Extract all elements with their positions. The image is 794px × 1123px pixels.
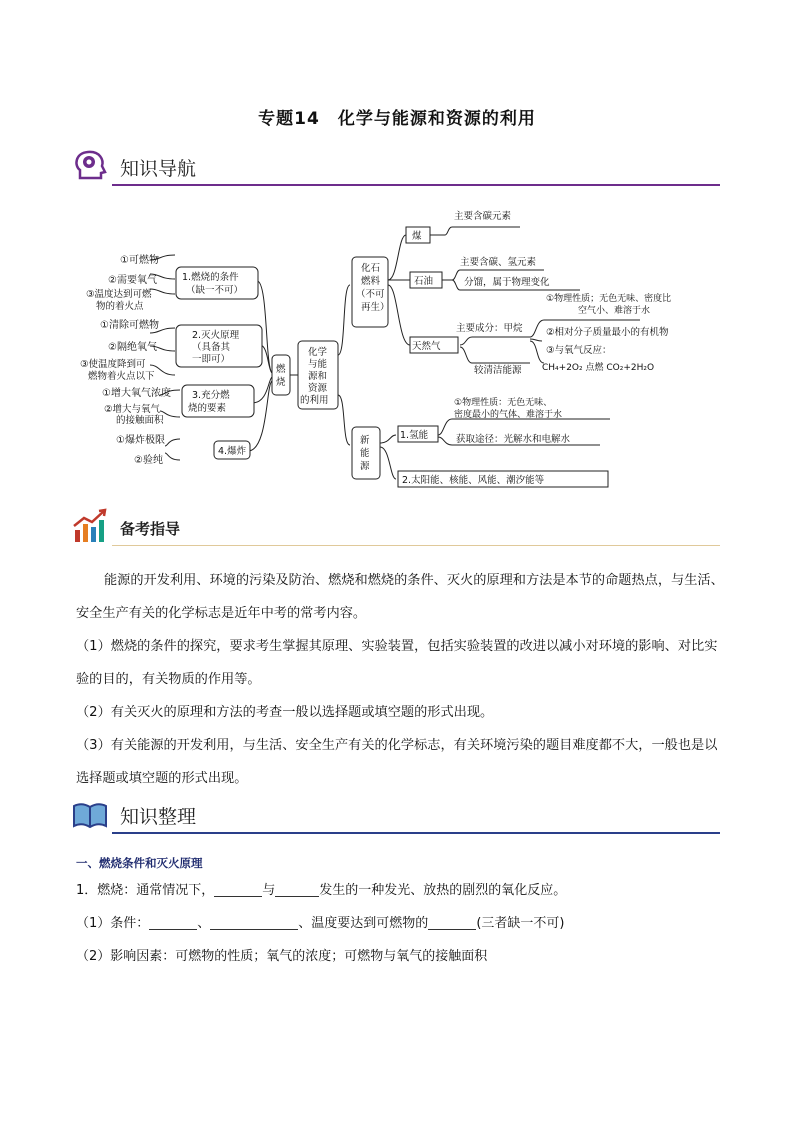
b2-item-1: ①清除可燃物 (100, 320, 159, 331)
oil-label: 石油 (414, 276, 434, 287)
guide-paragraph-4: （3）有关能源的开发利用，与生活、安全生产有关的化学标志，有关环境污染的题目难度都不大，一般也是以选择题或填空题的形式出现。 (76, 738, 718, 786)
new-energy-char-1: 新 (360, 435, 370, 446)
center-line2: 与能 (308, 359, 328, 370)
b3-item-1: ①增大氧气浓度 (102, 388, 171, 399)
open-book-icon (72, 796, 108, 832)
notes-line-3: （2）影响因素：可燃物的性质；氧气的浓度；可燃物与氧气的接触面积 (76, 949, 488, 964)
section-rule (112, 184, 720, 186)
oil-note-2: 分馏，属于物理变化 (464, 277, 550, 288)
notes-line-2 (76, 907, 726, 940)
fossil-line1: 化石 (361, 263, 381, 274)
fill-blank[interactable] (214, 882, 262, 897)
b3-item-2-line2: 的接触面积 (116, 415, 164, 426)
b1-item-3-line1: ③温度达到可燃 (86, 289, 152, 300)
fill-blank[interactable] (210, 915, 298, 930)
other-energy: 2.太阳能、核能、风能、潮汐能等 (402, 475, 545, 486)
b1-item-1: ①可燃物 (120, 255, 159, 266)
guide-paragraph-3: （2）有关灭火的原理和方法的考查一般以选择题或填空题的形式出现。 (76, 705, 494, 720)
section-rule (112, 832, 720, 834)
b2-item-3-line1: ③使温度降到可 (80, 359, 146, 370)
fill-blank[interactable] (149, 915, 197, 930)
notes-line-1-c: 发生的一种发光、放热的剧烈的氧化反应。 (319, 883, 567, 898)
section-rule (112, 545, 720, 546)
fill-blank[interactable] (275, 882, 319, 897)
notes-line-1 (76, 874, 726, 907)
guide-paragraph-1: 能源的开发利用、环境的污染及防治、燃烧和燃烧的条件、灭火的原理和方法是本节的命题热点，与生活、安全生产有关的化学标志是近年中考的常考内容。 (76, 573, 724, 621)
gas-label: 天然气 (412, 341, 441, 352)
guide-paragraph-2: （1）燃烧的条件的探究，要求考生掌握其原理、实验装置，包括实验装置的改进以减小对环境的影响、对比实验的目的，有关物质的作用等。 (76, 639, 718, 687)
new-energy-char-2: 能 (360, 448, 370, 459)
section-header-guide (72, 508, 720, 552)
notes-line-2-b: 、 (197, 916, 211, 931)
combustion-char-1: 燃 (276, 364, 286, 375)
b2-box-line1: 2.灭火原理 (192, 330, 240, 341)
b2-box-line2: （具备其 (192, 342, 231, 353)
center-line4: 资源 (308, 383, 328, 394)
b4-item-1: ①爆炸极限 (116, 435, 165, 446)
new-energy-char-3: 源 (360, 461, 370, 472)
section-label: 备考指导 (120, 520, 181, 538)
oil-note-1: 主要含碳、氢元素 (460, 257, 537, 268)
b2-item-3-line2: 燃物着火点以下 (88, 371, 155, 382)
gas-clean: 较清洁能源 (474, 365, 522, 376)
knowledge-notes (76, 852, 726, 973)
gas-prop-1-line2: 空气小、难溶于水 (578, 306, 651, 316)
center-line5: 的利用 (300, 395, 329, 406)
b4-item-2: ②验纯 (134, 455, 163, 466)
notes-line-1-a: 1．燃烧：通常情况下， (76, 883, 215, 898)
center-line3: 源和 (308, 371, 328, 382)
fossil-line3: （不可 (356, 289, 385, 300)
b2-item-2: ②隔绝氧气 (108, 342, 157, 353)
b4-box: 4.爆炸 (218, 446, 247, 457)
exam-guide (76, 564, 726, 795)
section-label: 知识导航 (120, 158, 197, 180)
fossil-line4: 再生） (361, 302, 390, 313)
center-line1: 化学 (308, 347, 328, 358)
page-title: 专题14 化学与能源和资源的利用 (258, 109, 536, 129)
section-header-navigation (72, 148, 720, 192)
coal-note: 主要含碳元素 (454, 211, 512, 222)
section-header-knowledge (72, 796, 720, 840)
brain-head-icon (72, 148, 108, 184)
hydrogen-label: 1.氢能 (400, 430, 429, 441)
gas-prop-1-line1: ①物理性质；无色无味、密度比 (546, 294, 672, 304)
notes-line-1-b: 与 (262, 883, 276, 898)
coal-label: 煤 (412, 231, 422, 242)
b3-item-2-line1: ②增大与氧气 (104, 404, 161, 415)
b3-box-line1: 3.充分燃 (192, 390, 230, 401)
gas-main: 主要成分：甲烷 (456, 323, 523, 334)
bar-chart-icon (72, 508, 108, 544)
notes-line-2-c: 、温度要达到可燃物的 (298, 916, 429, 931)
b1-box-line2: （缺一不可） (186, 285, 244, 296)
notes-line-2-d: (三者缺一不可) (476, 916, 565, 931)
b1-box-line1: 1.燃烧的条件 (182, 272, 239, 283)
b1-item-2: ②需要氧气 (108, 275, 157, 286)
h2-prop-1-line2: 密度最小的气体、难溶于水 (454, 410, 563, 420)
combustion-char-2: 烧 (276, 377, 286, 388)
notes-line-2-a: （1）条件： (76, 916, 150, 931)
reaction-equation: CH₄+2O₂ 点燃 CO₂+2H₂O (542, 363, 655, 373)
h2-prop-1-line1: ①物理性质：无色无味、 (454, 398, 553, 408)
gas-prop-3: ③与氧气反应： (546, 345, 612, 356)
fill-blank[interactable] (428, 915, 476, 930)
b1-item-3-line2: 物的着火点 (96, 301, 144, 312)
fossil-line2: 燃料 (361, 276, 381, 287)
gas-prop-2: ②相对分子质量最小的有机物 (546, 327, 669, 338)
mind-map (80, 205, 680, 495)
notes-subhead: 一、燃烧条件和灭火原理 (76, 856, 203, 870)
section-label: 知识整理 (120, 806, 197, 828)
h2-prop-2: 获取途径：光解水和电解水 (456, 434, 571, 445)
b2-box-line3: 一即可） (192, 354, 231, 365)
b3-box-line2: 烧的要素 (188, 403, 227, 414)
